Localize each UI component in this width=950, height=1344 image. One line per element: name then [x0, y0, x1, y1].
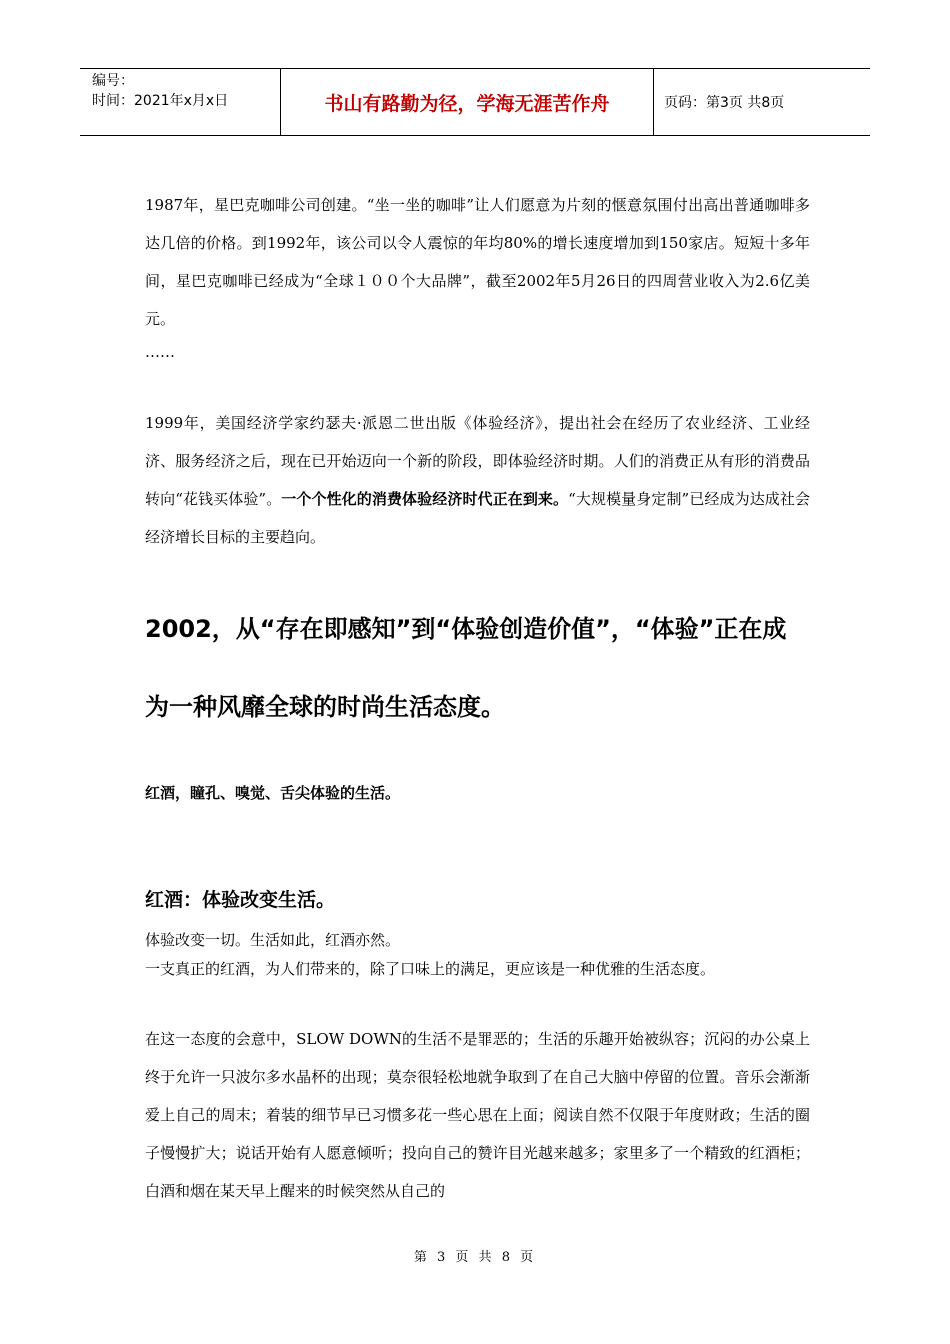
document-number-label: 编号：: [92, 73, 134, 89]
subheadline: 红酒，瞳孔、嗅觉、舌尖体验的生活。: [145, 784, 401, 802]
header-meta: [80, 69, 281, 135]
section-title: 红酒：体验改变生活。: [145, 889, 336, 911]
page-footer: 第 3 页 共 8 页: [413, 1250, 537, 1265]
paragraph-starbucks: 1987年，星巴克咖啡公司创建。“坐一坐的咖啡”让人们愿意为片刻的惬意氛围付出高出普通咖啡多达几倍的价格。到1992年，该公司以令人震惊的年均80%的增长速度增加到150家店。短短十多年间，星巴克咖啡已经成为“全球１００个大品牌”，截至2002年5月26日的四周营业收入为2.6亿美元。: [145, 196, 810, 328]
paragraph-text: 1999年，美国经济学家约瑟夫·派恩二世出版《体验经济》，提出社会在经历了农业经济、工业经济、服务经济之后，现在已开始迈向一个新的阶段，即体验经济时期。人们的消费正从有形的消费品转向“花钱买体验”。: [145, 414, 810, 508]
paragraph-wine-attitude: 一支真正的红酒，为人们带来的，除了口味上的满足，更应该是一种优雅的生活态度。: [145, 960, 716, 978]
paragraph-text: “大规模量身定制”已经成为达成社会经济增长目标的主要趋向。: [145, 490, 810, 546]
paragraph-experience-economy: [145, 404, 810, 556]
document-body: [145, 186, 810, 1210]
document-date: 时间：2021年x月x日: [92, 93, 229, 109]
paragraph-intro: 体验改变一切。生活如此，红酒亦然。: [145, 931, 401, 949]
paragraph-bold-text: 一个个性化的消费体验经济时代正在到来。: [281, 490, 569, 508]
header-page-info: 页码：第3页 共8页: [664, 95, 785, 111]
header-motto: 书山有路勤为径，学海无涯苦作舟: [281, 69, 654, 135]
page-header: [80, 68, 870, 136]
headline: 2002，从“存在即感知”到“体验创造价值”，“体验”正在成为一种风靡全球的时尚生活态度。: [145, 615, 787, 721]
paragraph-slow-down: 在这一态度的会意中，SLOW DOWN的生活不是罪恶的；生活的乐趣开始被纵容；沉闷的办公桌上终于允许一只波尔多水晶杯的出现；莫奈很轻松地就争取到了在自己大脑中停留的位置。音乐会渐渐爱上自己的周末；着装的细节早已习惯多花一些心思在上面；阅读自然不仅限于年度财政；生活的圈子慢慢扩大；说话开始有人愿意倾听；投向自己的赞许目光越来越多；家里多了一个精致的红酒柜；白酒和烟在某天早上醒来的时候突然从自己的: [145, 1030, 810, 1200]
ellipsis: ……: [145, 343, 175, 361]
